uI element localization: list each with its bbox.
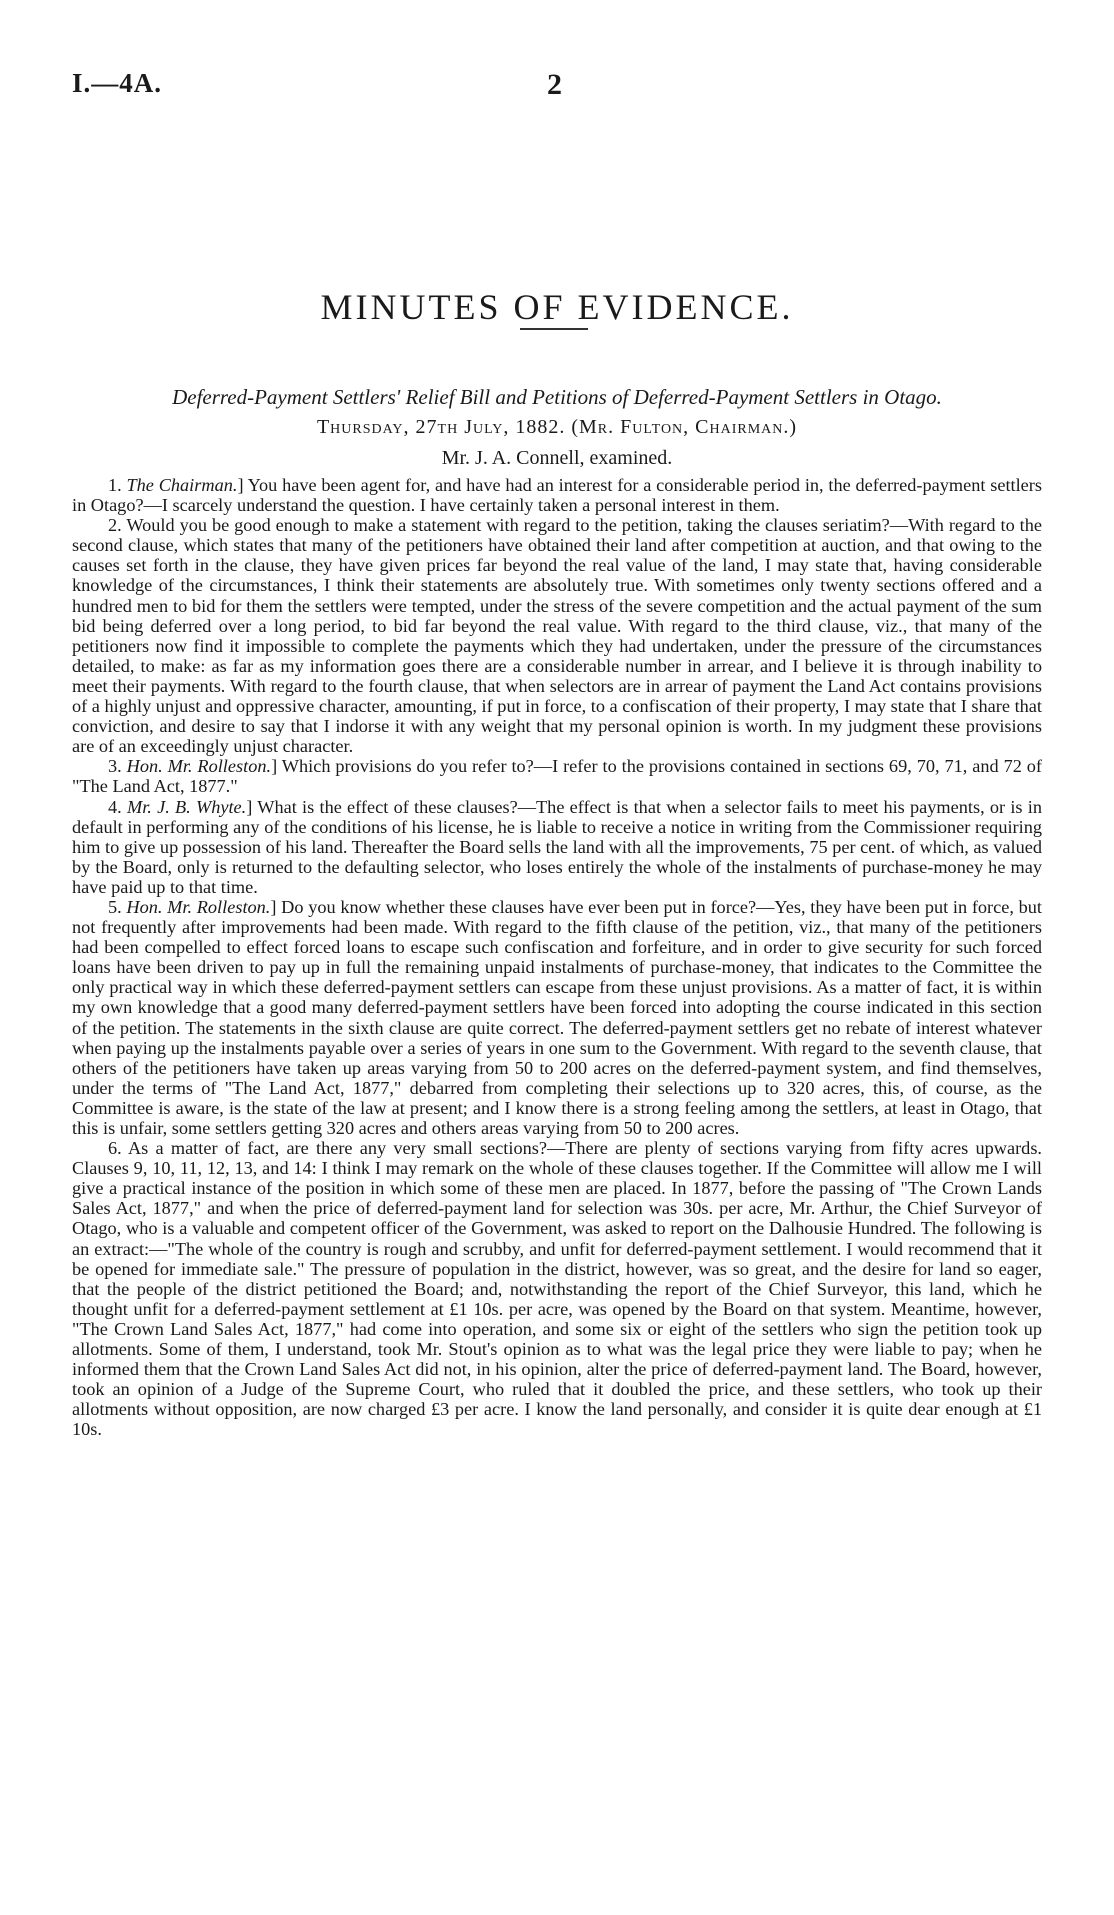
- evidence-paragraph-2: [72, 515, 1042, 756]
- question-number: 3.: [108, 756, 122, 777]
- question-number: 1.: [108, 475, 122, 495]
- speaker-name: Hon. Mr. Rolleston.: [126, 756, 272, 777]
- page-header: [72, 68, 1042, 108]
- evidence-paragraph-1: 1. The Chairman.] You have been agent for, and have had an interest for a considerable period in, the deferred-payment settlers in Otago?—I scarcely understand the question. I have certainly taken a personal interest in them.: [72, 475, 1042, 516]
- question-number: 4.: [108, 796, 122, 817]
- dateline: Thursday, 27th July, 1882. (Mr. Fulton, Chairman.): [316, 416, 798, 438]
- witness-line: Mr. J. A. Connell, examined.: [441, 447, 673, 469]
- paragraph-text: As a matter of fact, are there any very small sections?—There are plenty of sections varying from fifty acres upwards. Clauses 9, 10, 11, 12, 13, and 14: I think I may remark on the whole of these clauses together. If the Committee will allow me I will give a practical instance of the position in which some of these men are placed. In 1877, before the passing of "The Crown Lands Sales Act, 1877," and when the price of deferred-payment land for selection was 30s. per acre, Mr. Arthur, the Chief Surveyor of Otago, who is a valuable and competent officer of the Government, was asked to report on the Dalhousie Hundred. The following is an extract:—"The whole of the country is rough and scrubby, and unfit for deferred-payment settlement. I would recommend that it be opened for immediate sale." The pressure of population in the district, however, was so great, and the desire for land so eager, that the people of the district petitioned the Board; and, notwithstanding the report of the Chief Surveyor, this land, which he thought unfit for a deferred-payment settlement at £1 10s. per acre, was opened by the Board on that system. Meantime, however, "The Crown Land Sales Act, 1877," had come into operation, and some six or eight of the settlers who sign the petition took up allotments. Some of them, I understand, took Mr. Stout's opinion as to what was the legal price they were liable to pay; when he informed them that the Crown Land Sales Act did not, in his opinion, alter the price of deferred-payment land. The Board, however, took an opinion of a Judge of the Supreme Court, who ruled that it doubled the price, and these settlers, who took up their allotments without opposition, are now charged £3 per acre. I know the land personally, and consider it is quite dear enough at £1 10s.: [72, 1138, 1043, 1440]
- speaker-name: Mr. J. B. Whyte.: [126, 796, 247, 817]
- paragraph-text: Do you know whether these clauses have ever been put in force?—Yes, they have been put in force, but not frequently after improvements had been made. With regard to the fifth clause of the petition, viz., that many of the petitioners had been compelled to effect forced loans to escape such confiscation and forfeiture, and in order to give security for such forced loans have been driven to pay up in full the remaining unpaid instalments of purchase-money, that indicates to the Committee the only practical way in which these deferred-payment settlers can escape from these unjust provisions. As a matter of fact, it is within my own knowledge that a good many deferred-payment settlers have been forced into adopting the course indicated in this section of the petition. The statements in the sixth clause are quite correct. The deferred-payment settlers get no rebate of interest whatever when paying up the instalments payable over a series of years in one sum to the Government. With regard to the seventh clause, that others of the petitioners have taken up areas varying from 50 to 200 acres on the deferred-payment system, and find themselves, under the terms of "The Land Act, 1877," debarred from completing their selections up to 320 acres, this, of course, as the Committee is aware, is the state of the law at present; and I know there is a strong feeling among the settlers, at least in Otago, that this is unfair, some settlers getting 320 acres and others areas varying from 50 to 200 acres.: [72, 896, 1042, 1138]
- evidence-paragraph-5: 5. Hon. Mr. Rolleston.] Do you know whether these clauses have ever been put in force?—Yes, they have been put in force, but not frequently after improvements had been made. With regard to the fifth clause of the petition, viz., that many of the petitioners had been compelled to effect forced loans to escape such confiscation and forfeiture, and in order to give security for such forced loans have been driven to pay up in full the remaining unpaid instalments of purchase-money, that indicates to the Committee the only practical way in which these deferred-payment settlers can escape from these unjust provisions. As a matter of fact, it is within my own knowledge that a good many deferred-payment settlers have been forced into adopting the course indicated in this section of the petition. The statements in the sixth clause are quite correct. The deferred-payment settlers get no rebate of interest whatever when paying up the instalments payable over a series of years in one sum to the Government. With regard to the seventh clause, that others of the petitioners have taken up areas varying from 50 to 200 acres on the deferred-payment system, and find themselves, under the terms of "The Land Act, 1877," debarred from completing their selections up to 320 acres, this, of course, as the Committee is aware, is the state of the law at present; and I know there is a strong feeling among the settlers, at least in Otago, that this is unfair, some settlers getting 320 acres and others areas varying from 50 to 200 acres.: [72, 896, 1042, 1138]
- speaker-name: Hon. Mr. Rolleston.: [126, 896, 271, 917]
- page-title: MINUTES OF EVIDENCE.: [320, 287, 794, 328]
- paragraph-text: What is the effect of these clauses?—The effect is that when a selector fails to meet his payments, or is in default in performing any of the conditions of his license, he is liable to receive a notice in writing from the Commissioner requiring him to give up possession of his land. Thereafter the Board sells the land with all the improvements, 75 per cent. of which, as valued by the Board, only is returned to the defaulting selector, who loses entirely the whole of the instalments of purchase-money he may have paid up to that time.: [72, 796, 1043, 897]
- question-number: 5.: [108, 896, 122, 917]
- page-number: 2: [547, 68, 562, 101]
- evidence-paragraph-4: 4. Mr. J. B. Whyte.] What is the effect of these clauses?—The effect is that when a selector fails to meet his payments, or is in default in performing any of the conditions of his license, he is liable to receive a notice in writing from the Commissioner requiring him to give up possession of his land. Thereafter the Board sells the land with all the improvements, 75 per cent. of which, as valued by the Board, only is returned to the defaulting selector, who loses entirely the whole of the instalments of purchase-money he may have paid up to that time.: [72, 796, 1043, 897]
- evidence-paragraph-3: 3. Hon. Mr. Rolleston.] Which provisions do you refer to?—I refer to the provisions contained in sections 69, 70, 71, and 72 of "The Land Act, 1877.": [72, 756, 1042, 797]
- title-divider: [520, 328, 588, 330]
- evidence-paragraph-6: [72, 1138, 1042, 1439]
- speaker-name: The Chairman.: [126, 475, 238, 495]
- paragraph-text: Would you be good enough to make a statement with regard to the petition, taking the clauses seriatim?—With regard to the second clause, which states that many of the petitioners have obtained their land after competition at auction, and that owing to the causes set forth in the clause, they have given prices far beyond the real value of the land, I may state that, having considerable knowledge of the circumstances, I think their statements are absolutely true. With sometimes only twenty sections offered and a hundred men to bid for them the settlers were tempted, under the stress of the severe competition and the actual payment of the sum bid being deferred over a long period, to bid far beyond the real value. With regard to the third clause, viz., that many of the petitioners now find it impossible to complete the payments which they had undertaken, under the pressure of the circumstances detailed, to make: as far as my information goes there are a considerable number in arrear, and I believe it is through inability to meet their payments. With regard to the fourth clause, that when selectors are in arrear of payment the Land Act contains provisions of a highly unjust and oppressive character, amounting, if put in force, to a confiscation of their property, I may state that I share that conviction, and desire to say that I indorse it with any weight that my personal opinion is worth. In my judgment these provisions are of an exceedingly unjust character.: [72, 515, 1042, 757]
- question-number: 6.: [108, 1138, 122, 1159]
- evidence-body: [72, 475, 1042, 1440]
- question-number: 2.: [108, 515, 122, 536]
- document-reference: I.—4A.: [72, 68, 163, 98]
- subtitle: Deferred-Payment Settlers' Relief Bill and Petitions of Deferred-Payment Settlers in Otago.: [172, 385, 942, 409]
- paragraph-text: Which provisions do you refer to?—I refer to the provisions contained in sections 69, 70, 71, and 72 of "The Land Act, 1877.": [72, 756, 1042, 797]
- paragraph-text: You have been agent for, and have had an interest for a considerable period in, the deferred-payment settlers in Otago?—I scarcely understand the question. I have certainly taken a personal interest in them.: [72, 475, 1042, 516]
